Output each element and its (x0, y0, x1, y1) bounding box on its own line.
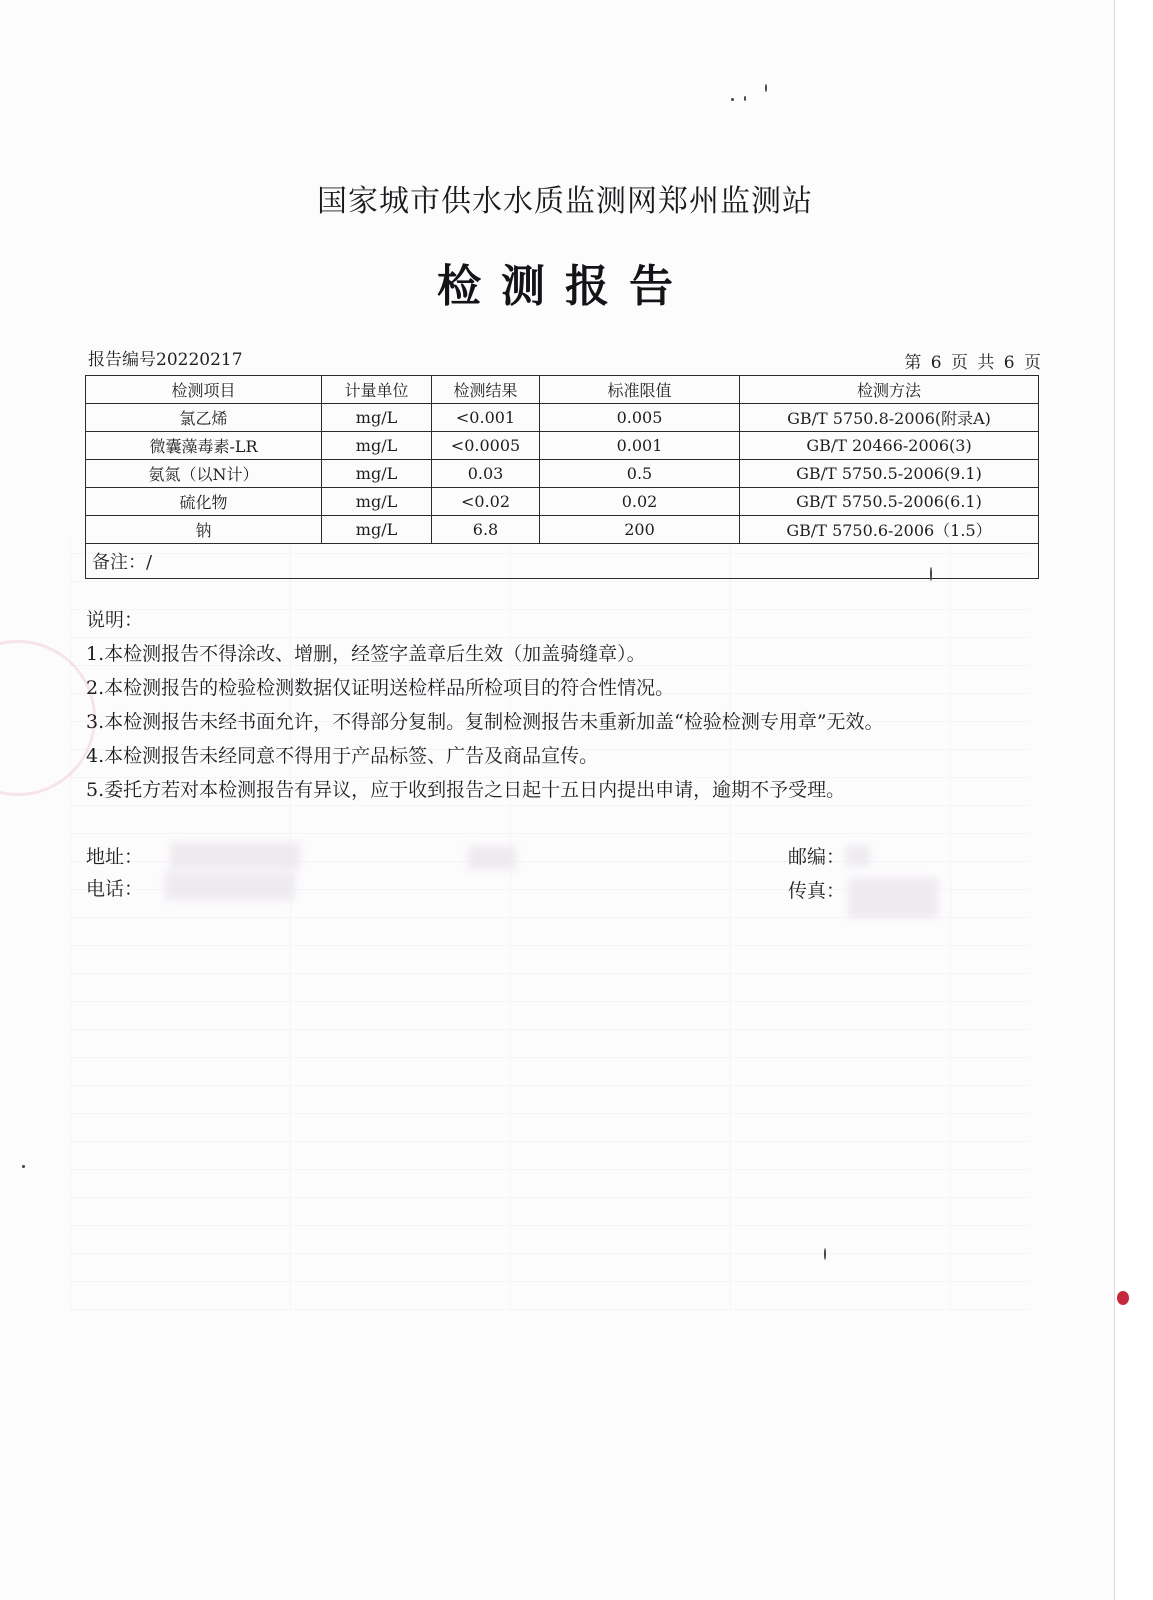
note-item: 4.本检测报告未经同意不得用于产品标签、广告及商品宣传。 (86, 745, 599, 767)
cell-limit: 0.005 (540, 404, 740, 432)
scan-edge (1114, 0, 1153, 1600)
red-ink-mark (1117, 1291, 1129, 1305)
notes-section (86, 603, 1026, 807)
column-header-item: 检测项目 (86, 376, 322, 404)
cell-item: 微囊藻毒素-LR (86, 432, 322, 460)
note-item: 1.本检测报告不得涂改、增删，经签字盖章后生效（加盖骑缝章）。 (86, 643, 646, 665)
cell-method: GB/T 5750.5-2006(6.1) (740, 488, 1039, 516)
table-row (86, 516, 1039, 544)
cell-limit: 0.02 (540, 488, 740, 516)
cell-item: 氨氮（以N计） (86, 460, 322, 488)
table-row (86, 404, 1039, 432)
cell-result: 6.8 (432, 516, 540, 544)
cell-result: <0.001 (432, 404, 540, 432)
column-header-method: 检测方法 (740, 376, 1039, 404)
cell-limit: 200 (540, 516, 740, 544)
postcode-redacted (846, 846, 870, 866)
postcode-label: 邮编： (788, 846, 846, 868)
note-item: 3.本检测报告未经书面允许，不得部分复制。复制检测报告未重新加盖“检验检测专用章”无效。 (86, 711, 884, 733)
address-redacted-part (468, 846, 516, 870)
fax-label: 传真： (788, 880, 846, 902)
notes-heading: 说明： (86, 609, 144, 631)
cell-method: GB/T 5750.6-2006（1.5） (740, 516, 1039, 544)
cell-unit: mg/L (322, 516, 432, 544)
cell-result: <0.02 (432, 488, 540, 516)
table-row (86, 460, 1039, 488)
address-label: 地址： (86, 846, 144, 868)
results-table (85, 375, 1039, 579)
cell-item: 钠 (86, 516, 322, 544)
scan-speck (765, 84, 767, 92)
column-header-result: 检测结果 (432, 376, 540, 404)
scan-speck (930, 567, 932, 581)
phone-label: 电话： (86, 878, 144, 900)
cell-item: 氯乙烯 (86, 404, 322, 432)
scan-speck (731, 98, 734, 101)
phone-redacted (165, 872, 295, 900)
note-item: 2.本检测报告的检验检测数据仅证明送检样品所检项目的符合性情况。 (86, 677, 675, 699)
cell-method: GB/T 5750.8-2006(附录A) (740, 404, 1039, 432)
cell-method: GB/T 5750.5-2006(9.1) (740, 460, 1039, 488)
remark-cell: 备注：/ (86, 544, 1039, 579)
cell-unit: mg/L (322, 488, 432, 516)
column-header-unit: 计量单位 (322, 376, 432, 404)
table-header-row (86, 376, 1039, 404)
organization-title: 国家城市供水水质监测网郑州监测站 (317, 184, 813, 219)
cell-unit: mg/L (322, 404, 432, 432)
column-header-limit: 标准限值 (540, 376, 740, 404)
cell-method: GB/T 20466-2006(3) (740, 432, 1039, 460)
table-row (86, 488, 1039, 516)
remark-row (86, 544, 1039, 579)
cell-item: 硫化物 (86, 488, 322, 516)
report-number: 报告编号20220217 (88, 350, 243, 370)
cell-unit: mg/L (322, 432, 432, 460)
note-item: 5.委托方若对本检测报告有异议，应于收到报告之日起十五日内提出申请，逾期不予受理。 (86, 779, 846, 801)
cell-unit: mg/L (322, 460, 432, 488)
scan-speck (744, 96, 746, 101)
cell-limit: 0.001 (540, 432, 740, 460)
document-title: 检测报告 (437, 261, 693, 312)
fax-redacted (848, 878, 938, 918)
cell-result: <0.0005 (432, 432, 540, 460)
address-redacted (170, 842, 300, 870)
scan-speck (824, 1248, 826, 1260)
cell-limit: 0.5 (540, 460, 740, 488)
cell-result: 0.03 (432, 460, 540, 488)
table-row (86, 432, 1039, 460)
page-info: 第 6 页 共 6 页 (904, 353, 1043, 373)
scan-speck (22, 1165, 25, 1168)
